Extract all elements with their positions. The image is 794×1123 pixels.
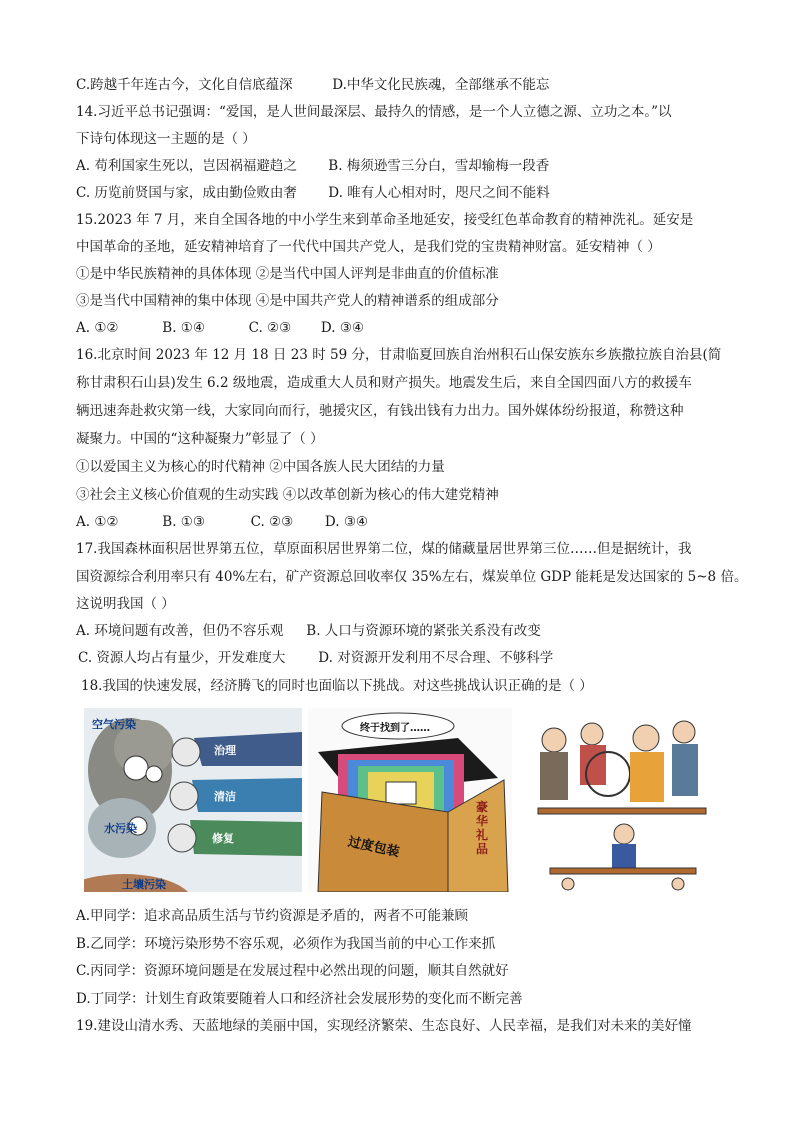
over-packaging-label: 过度包装 — [346, 834, 401, 861]
q17-options-cd — [78, 649, 553, 667]
q14-stem-line1: 14.习近平总书记强调：“爱国，是人世间最深层、最持久的情感，是一个人立德之源、立功之本。”以 — [76, 104, 672, 120]
q16-options — [76, 513, 368, 531]
q15-statement-line2: ③是当代中国精神的集中体现 ④是中国共产党人的精神谱系的组成部分 — [76, 293, 499, 309]
q16-statement-line1: ①以爱国主义为核心的时代精神 ②中国各族人民大团结的力量 — [76, 459, 445, 475]
q15-options — [76, 319, 364, 337]
q16-stem-line1: 16.北京时间 2023 年 12 月 18 日 23 时 59 分，甘肃临夏回族自治州积石山保安族东乡族撒拉族自治县(简 — [76, 347, 722, 363]
aging-population-cartoon — [528, 712, 714, 892]
q18-option-b: B.乙同学：环境污染形势不容乐观，必须作为我国当前的中心工作来抓 — [76, 936, 496, 952]
q17-stem-line1: 17.我国森林面积居世界第五位，草原面积居世界第二位，煤的储藏量居世界第三位……但是据统计，我 — [76, 541, 692, 557]
q15-stem-line2: 中国革命的圣地，延安精神培育了一代代中国共产党人，是我们党的宝贵精神财富。延安精神（ ） — [76, 239, 661, 255]
governance-label: 治理 — [214, 744, 236, 757]
q16-statement-line2: ③社会主义核心价值观的生动实践 ④以改革创新为核心的伟大建党精神 — [76, 487, 499, 503]
q17-option-b: B. 人口与资源环境的紧张关系没有改变 — [306, 623, 541, 639]
q17-option-a: A. 环境问题有改善，但仍不容乐观 — [76, 623, 284, 639]
q14-options-cd — [76, 184, 550, 202]
q16-stem-line3: 辆迅速奔赴救灾第一线，大家同向而行，驰援灾区，有钱出钱有力出力。国外媒体纷纷报道，称赞这种 — [76, 403, 684, 419]
q14-option-a: A. 苟利国家生死以，岂因祸福避趋之 — [76, 158, 297, 174]
pollution-cartoon — [84, 708, 302, 892]
q14-options-ab — [76, 157, 549, 175]
air-pollution-label: 空气污染 — [92, 718, 136, 731]
q13-options-cd — [76, 76, 549, 94]
q15-statement-line1: ①是中华民族精神的具体体现 ②是当代中国人评判是非曲直的价值标准 — [76, 266, 499, 282]
q15-stem-line1: 15.2023 年 7 月，来自全国各地的中小学生来到革命圣地延安，接受红色革命教育的精神洗礼。延安是 — [76, 212, 694, 228]
q17-option-d: D. 对资源开发利用不尽合理、不够科学 — [318, 650, 554, 666]
packaging-cartoon — [308, 708, 512, 892]
pollution-cartoon-drawing — [84, 708, 302, 892]
found-it-speech-label: 终于找到了…… — [360, 723, 430, 734]
q15-option-a: A. ①② — [76, 320, 119, 336]
soil-pollution-label: 土壤污染 — [122, 878, 166, 891]
q16-option-b: B. ①③ — [162, 514, 206, 530]
q18-option-d: D.丁同学：计划生育政策要随着人口和经济社会发展形势的变化而不断完善 — [76, 991, 523, 1007]
q18-stem: 18.我国的快速发展，经济腾飞的同时也面临以下挑战。对这些挑战认识正确的是（ ） — [81, 678, 593, 694]
q18-option-a: A.甲同学：追求高品质生活与节约资源是矛盾的，两者不可能兼顾 — [76, 908, 469, 924]
water-pollution-label: 水污染 — [104, 822, 137, 835]
q17-option-c: C. 资源人均占有量少，开发难度大 — [78, 650, 286, 666]
q14-option-c: C. 历览前贤国与家，成由勤俭败由奢 — [76, 185, 297, 201]
q16-option-c: C. ②③ — [250, 514, 294, 530]
luxury-gift-label: 豪华礼品 — [476, 800, 489, 856]
aging-population-drawing — [528, 712, 714, 892]
q15-option-c: C. ②③ — [248, 320, 292, 336]
q13-option-c: C.跨越千年连古今，文化自信底蕴深 — [76, 77, 293, 93]
q16-option-a: A. ①② — [76, 514, 119, 530]
q17-stem-line2: 国资源综合利用率只有 40%左右，矿产资源总回收率仅 35%左右，煤炭单位 GDP 能耗是发达国家的 5~8 倍。 — [76, 569, 748, 585]
restoration-label: 修复 — [212, 832, 234, 845]
q13-option-d: D.中华文化民族魂，全部继承不能忘 — [332, 77, 550, 93]
q16-stem-line2: 称甘肃积石山县)发生 6.2 级地震，造成重大人员和财产损失。地震发生后，来自全国四面八方的救援车 — [76, 375, 692, 391]
q16-stem-line4: 凝聚力。中国的“这种凝聚力”彰显了（ ） — [76, 431, 324, 447]
q14-stem-line2: 下诗句体现这一主题的是（ ） — [76, 131, 256, 147]
q19-stem-line1: 19.建设山清水秀、天蓝地绿的美丽中国，实现经济繁荣、生态良好、人民幸福，是我们对未来的美好憧 — [76, 1018, 692, 1034]
q17-stem-line3: 这说明我国（ ） — [76, 596, 175, 612]
cleaning-label: 清洁 — [214, 790, 236, 803]
q14-option-b: B. 梅须逊雪三分白，雪却输梅一段香 — [328, 158, 550, 174]
q14-option-d: D. 唯有人心相对时，咫尺之间不能料 — [328, 185, 550, 201]
q15-option-d: D. ③④ — [320, 320, 365, 336]
q17-options-ab — [76, 622, 541, 640]
q16-option-d: D. ③④ — [324, 514, 369, 530]
q15-option-b: B. ①④ — [162, 320, 206, 336]
q18-option-c: C.丙同学：资源环境问题是在发展过程中必然出现的问题，顺其自然就好 — [76, 963, 509, 979]
